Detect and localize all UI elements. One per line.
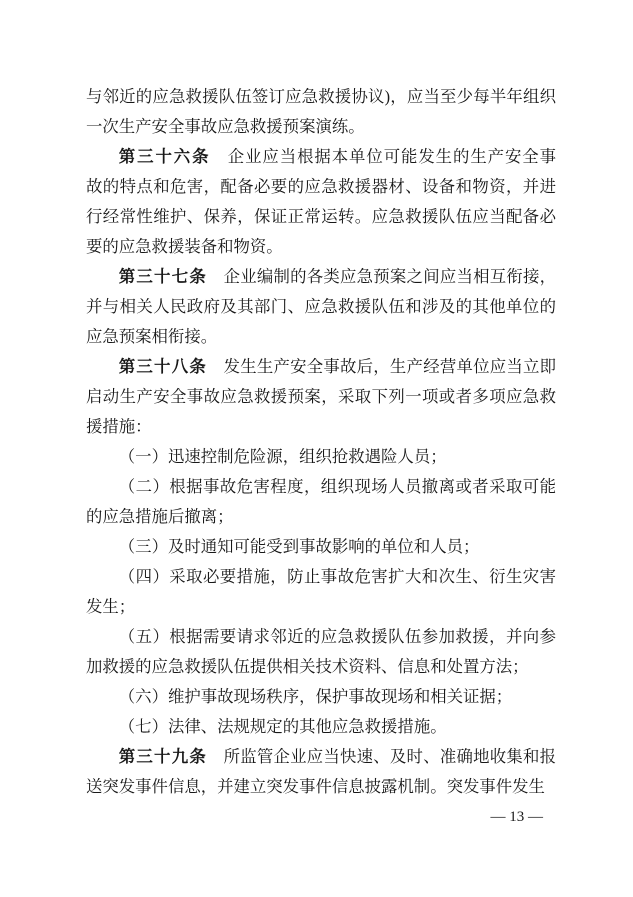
list-item bbox=[86, 442, 556, 472]
text-line: 一次生产安全事故应急救援预案演练。 bbox=[86, 117, 365, 136]
text-line: 行经常性维护、保养，保证正常运转。应急救援队伍应当配备必 bbox=[86, 207, 556, 226]
list-item bbox=[86, 712, 556, 742]
text-line: 第三十七条 企业编制的各类应急预案之间应当相互衔接， bbox=[118, 267, 557, 286]
text-line: 加救援的应急救援队伍提供相关技术资料、信息和处置方法； bbox=[86, 657, 529, 676]
text-line: 并与相关人民政府及其部门、应急救援队伍和涉及的其他单位的 bbox=[86, 297, 556, 316]
article-paragraph bbox=[86, 352, 556, 442]
list-item bbox=[86, 472, 556, 532]
text-line: 故的特点和危害，配备必要的应急救援器材、设备和物资，并进 bbox=[86, 177, 556, 196]
article-paragraph bbox=[86, 142, 556, 262]
text-line: 送突发事件信息，并建立突发事件信息披露机制。突发事件发生 bbox=[86, 777, 545, 796]
text-line: 要的应急救援装备和物资。 bbox=[86, 237, 283, 256]
text-line: （三）及时通知可能受到事故影响的单位和人员； bbox=[118, 537, 480, 556]
article-paragraph bbox=[86, 262, 556, 352]
text-line: （一）迅速控制危险源，组织抢救遇险人员； bbox=[118, 447, 447, 466]
list-item bbox=[86, 562, 556, 622]
text-line: 与邻近的应急救援队伍签订应急救援协议)，应当至少每半年组织 bbox=[86, 87, 556, 106]
document-body bbox=[86, 82, 556, 802]
text-line: 第三十六条 企业应当根据本单位可能发生的生产安全事 bbox=[118, 147, 557, 166]
paragraph bbox=[86, 82, 556, 142]
article-number: 第三十七条 bbox=[118, 268, 207, 286]
page-number: — 13 — bbox=[490, 809, 543, 825]
text-line: （六）维护事故现场秩序，保护事故现场和相关证据； bbox=[118, 687, 513, 706]
list-item bbox=[86, 682, 556, 712]
text-line: 的应急措施后撤离； bbox=[86, 507, 234, 526]
text-line: 发生； bbox=[86, 597, 136, 616]
article-number: 第三十六条 bbox=[118, 148, 211, 166]
article-paragraph bbox=[86, 742, 556, 802]
article-number: 第三十八条 bbox=[118, 358, 207, 376]
list-item bbox=[86, 532, 556, 562]
article-number: 第三十九条 bbox=[118, 748, 207, 766]
text-line: （二）根据事故危害程度，组织现场人员撤离或者采取可能 bbox=[118, 477, 556, 496]
text-line: 第三十八条 发生生产安全事故后，生产经营单位应当立即 bbox=[118, 357, 557, 376]
text-line: 应急预案相衔接。 bbox=[86, 327, 218, 346]
text-line: （四）采取必要措施，防止事故危害扩大和次生、衍生灾害 bbox=[118, 567, 556, 586]
text-line: 启动生产安全事故应急救援预案，采取下列一项或者多项应急救 bbox=[86, 387, 556, 406]
list-item bbox=[86, 622, 556, 682]
text-line: 援措施： bbox=[86, 417, 152, 436]
text-line: （五）根据需要请求邻近的应急救援队伍参加救援，并向参 bbox=[118, 627, 556, 646]
text-line: 第三十九条 所监管企业应当快速、及时、准确地收集和报 bbox=[118, 747, 557, 766]
text-line: （七）法律、法规规定的其他应急救援措施。 bbox=[118, 717, 447, 736]
